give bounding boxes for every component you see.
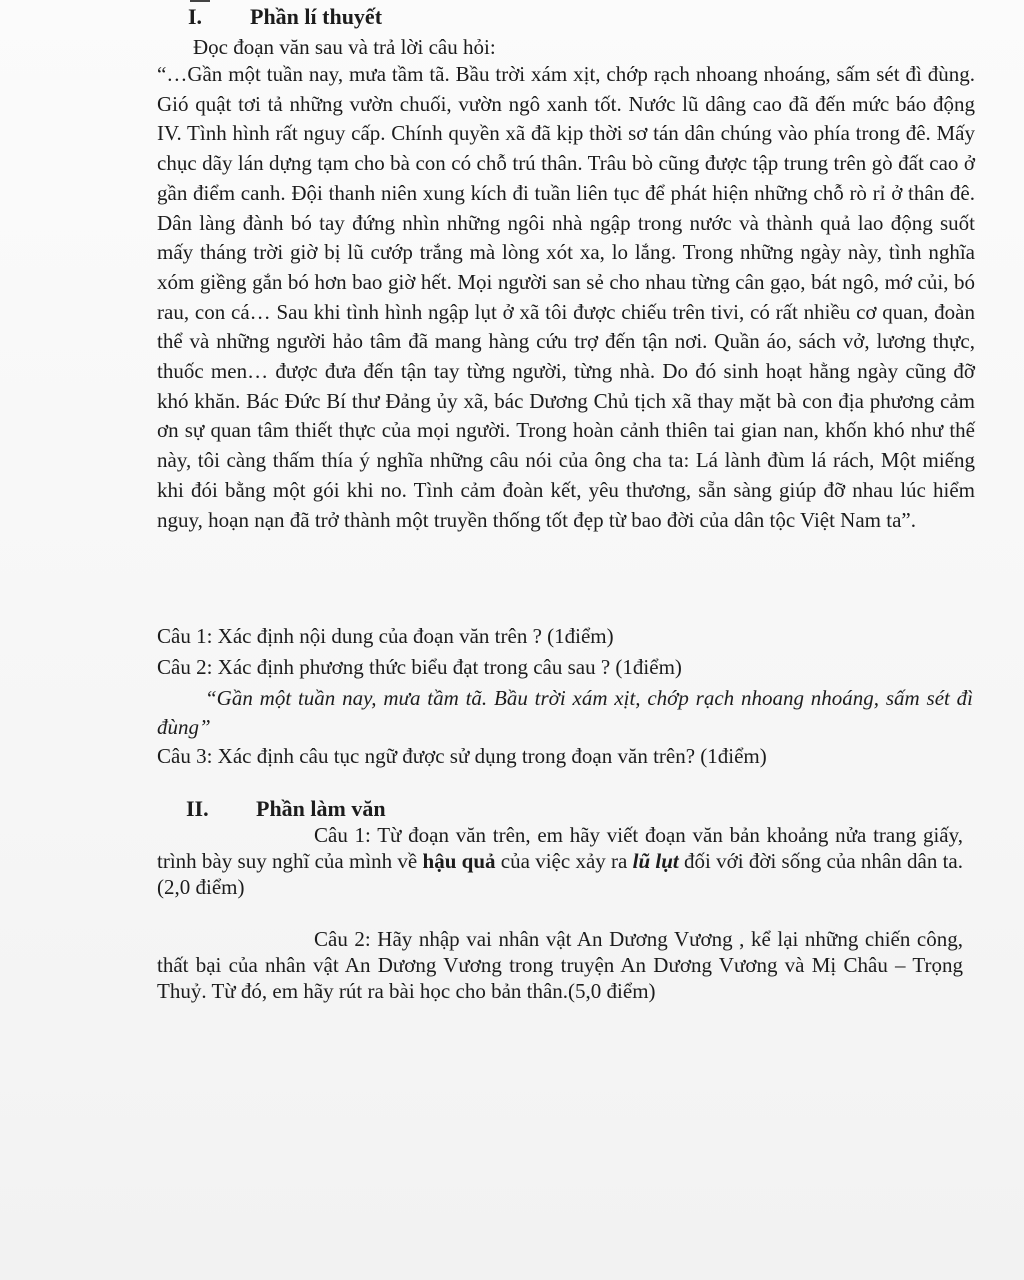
quoted-sentence: “Gần một tuần nay, mưa tầm tã. Bầu trời xám xịt, chớp rạch nhoang nhoáng, sấm sét đì đùng” [157,686,973,739]
part2-title: Phần làm văn [256,796,386,821]
task-1-emphasis-consequence: hậu quả [422,849,496,873]
task-2: Câu 2: Hãy nhập vai nhân vật An Dương Vương , kể lại những chiến công, thất bại của nhân vật An Dương Vương trong truyện An Dương Vương và Mị Châu – Trọng Thuỷ. Từ đó, em hãy rút ra bài học cho bản thân.(5,0 điểm) [157,927,963,1003]
task-1-text-a: Câu 1: Từ đoạn văn trên, em hãy viết đoạn văn bản khoảng nửa trang giấy, trình bày suy nghĩ của mình về [157,823,963,873]
task-1-text-b: của việc xảy ra [495,849,633,873]
part2-number: II. [186,796,209,821]
task-1-emphasis-flood: lũ lụt [632,849,679,873]
task-1-text-c: đối với đời sống của nhân dân ta. (2,0 điểm) [157,849,963,899]
task-1 [157,822,963,900]
question-3: Câu 3: Xác định câu tục ngữ được sử dụng trong đoạn văn trên? (1điểm) [157,744,767,768]
part1-title: Phần lí thuyết [250,4,383,29]
question-2: Câu 2: Xác định phương thức biểu đạt trong câu sau ? (1điểm) [157,655,682,679]
part1-number: I. [188,4,203,29]
instruction: Đọc đoạn văn sau và trả lời câu hỏi: [193,35,496,59]
question-1: Câu 1: Xác định nội dung của đoạn văn trên ? (1điểm) [157,624,614,648]
top-edge-mark [190,0,210,2]
passage: “…Gần một tuần nay, mưa tầm tã. Bầu trời xám xịt, chớp rạch nhoang nhoáng, sấm sét đì đùng. Gió quật tơi tả những vườn chuối, vườn ngô xanh tốt. Nước lũ dâng cao đã đến mức báo động IV. Tình hình rất nguy cấp. Chính quyền xã đã kịp thời sơ tán dân chúng vào phía trong đê. Mấy chục dãy lán dựng tạm cho bà con có chỗ trú thân. Trâu bò cũng được tập trung trên gò đất cao ở gần điểm canh. Đội thanh niên xung kích đi tuần liên tục để phát hiện những chỗ rò rỉ ở thân đê. Dân làng đành bó tay đứng nhìn những ngôi nhà ngập trong nước và thành quả lao động suốt mấy tháng trời giờ bị lũ cướp trắng mà lòng xót xa, lo lắng. Trong những ngày này, tình nghĩa xóm giềng gắn bó hơn bao giờ hết. Mọi người san sẻ cho nhau từng cân gạo, bát ngô, mớ củi, bó rau, con cá… Sau khi tình hình ngập lụt ở xã tôi được chiếu trên tivi, có rất nhiều cơ quan, đoàn thể và những người hảo tâm đã mang hàng cứu trợ đến tận nơi. Quần áo, sách vở, lương thực, thuốc men… được đưa đến tận tay từng người, từng nhà. Do đó sinh hoạt hằng ngày cũng đỡ khó khăn. Bác Đức Bí thư Đảng ủy xã, bác Dương Chủ tịch xã thay mặt bà con địa phương cảm ơn sự quan tâm thiết thực của mọi người. Trong hoàn cảnh thiên tai gian nan, khốn khó như thế này, tôi càng thấm thía ý nghĩa những câu nói của ông cha ta: Lá lành đùm lá rách, Một miếng khi đói bằng một gói khi no. Tình cảm đoàn kết, yêu thương, sẵn sàng giúp đỡ nhau lúc hiểm nguy, hoạn nạn đã trở thành một truyền thống tốt đẹp từ bao đời của dân tộc Việt Nam ta”. [157,62,975,532]
